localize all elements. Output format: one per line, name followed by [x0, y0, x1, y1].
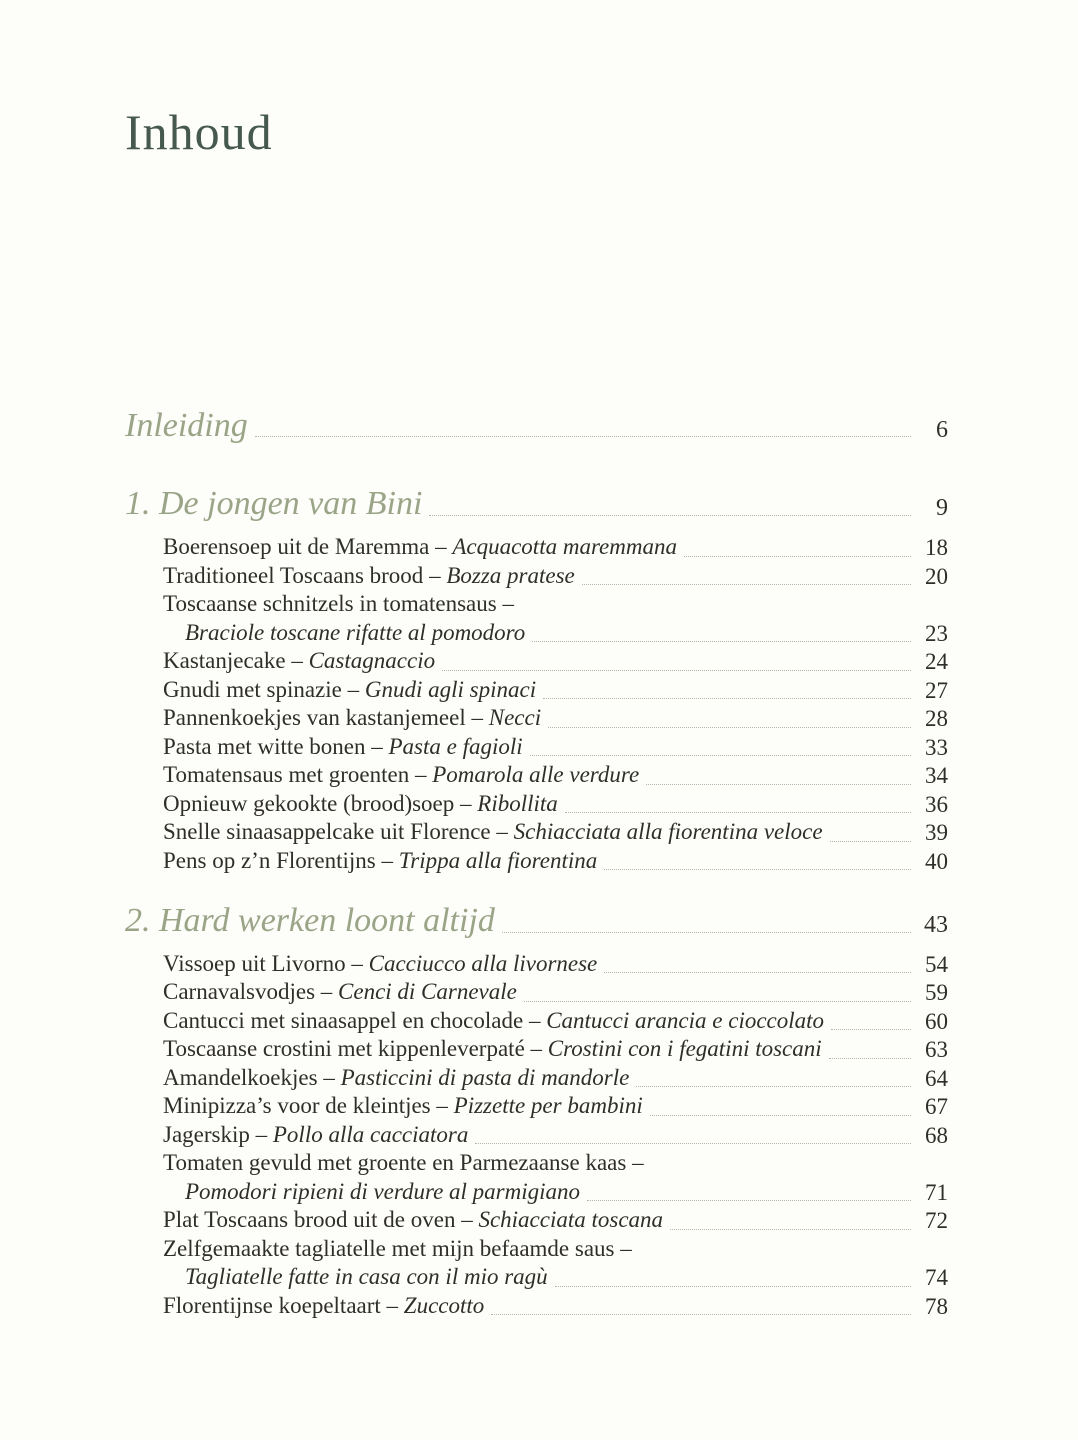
- entry-title-dutch: Pens op z’n Florentijns: [163, 847, 376, 873]
- page-number: 28: [925, 706, 948, 731]
- toc-entry-first-line: Toscaanse schnitzels in tomatensaus –: [163, 591, 514, 617]
- toc-entry-row: [163, 978, 948, 1007]
- toc-entry-row: [163, 790, 948, 819]
- toc-entry-label: [163, 733, 523, 762]
- page-number: 24: [925, 649, 948, 674]
- page-number: 33: [925, 734, 948, 760]
- entry-separator: –: [285, 648, 309, 674]
- page-number: 74: [925, 1265, 948, 1291]
- dot-leader: [532, 641, 911, 642]
- dot-leader: [555, 1286, 911, 1287]
- entry-separator: –: [523, 1007, 547, 1033]
- toc-entry-continuation-row: [185, 1178, 948, 1207]
- page-number: 39: [925, 820, 948, 845]
- entry-title-dutch: Kastanjecake: [163, 648, 286, 674]
- toc-entry-label: [163, 562, 575, 591]
- entry-title-italian: Castagnaccio: [308, 648, 436, 674]
- entry-title-dutch: Cantucci met sinaasappel en chocolade: [163, 1007, 524, 1033]
- entry-title-dutch: Plat Toscaans brood uit de oven: [163, 1207, 456, 1233]
- page-number: 59: [925, 980, 948, 1006]
- toc-entry-first-line: Tomaten gevuld met groente en Parmezaanse kaas –: [163, 1150, 644, 1176]
- dot-leader: [684, 556, 911, 557]
- toc-entry-label: [163, 1035, 822, 1064]
- entry-title-italian: Schiacciata alla fiorentina veloce: [513, 819, 823, 845]
- toc-entry-row: [163, 562, 948, 591]
- entry-title-italian: Pomarola alle verdure: [432, 762, 640, 788]
- entry-separator: –: [409, 762, 433, 788]
- entry-separator: –: [317, 1064, 341, 1090]
- entry-title-italian: Pasticcini di pasta di mandorle: [340, 1064, 630, 1090]
- entry-title-italian: Pomodori ripieni di verdure al parmigiano: [185, 1178, 581, 1204]
- toc-intro: [125, 406, 948, 447]
- entry-separator: –: [465, 705, 489, 731]
- page-number: 23: [925, 620, 948, 646]
- toc-intro-label: Inleiding: [125, 406, 248, 444]
- page-number: 34: [925, 763, 948, 788]
- entry-separator: –: [430, 1093, 454, 1119]
- page-number: 54: [925, 951, 948, 977]
- entry-title-italian: Braciole toscane rifatte al pomodoro: [185, 619, 526, 645]
- entry-title-italian: Bozza pratese: [446, 562, 575, 588]
- entry-separator: –: [249, 1121, 273, 1147]
- entry-title-dutch: Pannenkoekjes van kastanjemeel: [163, 705, 466, 731]
- entry-title-dutch: Tomatensaus met groenten: [163, 762, 410, 788]
- dot-leader: [442, 670, 911, 671]
- entry-title-italian: Zuccotto: [403, 1292, 485, 1318]
- page-number: 78: [925, 1293, 948, 1319]
- toc-entry-continuation-row: [185, 1263, 948, 1292]
- dot-leader: [530, 755, 911, 756]
- entry-separator: –: [454, 790, 478, 816]
- entry-title-italian: Pasta e fagioli: [388, 733, 523, 759]
- page-number: 20: [925, 563, 948, 589]
- entry-title-dutch: Boerensoep uit de Maremma: [163, 534, 430, 560]
- toc-entry-row: [163, 704, 948, 733]
- page-number: 18: [925, 535, 948, 560]
- toc-entry-row: [163, 761, 948, 790]
- entry-title-dutch: Opnieuw gekookte (brood)soep: [163, 790, 455, 816]
- toc-entry-label: [163, 818, 823, 847]
- toc-entry-label: [163, 1064, 629, 1093]
- entry-title-italian: Schiacciata toscana: [478, 1207, 664, 1233]
- entry-title-dutch: Traditioneel Toscaans brood: [163, 562, 424, 588]
- toc-entry-label: [163, 533, 677, 562]
- toc-entry-row: [163, 1121, 948, 1150]
- toc-entry-row: [163, 1035, 948, 1064]
- section-heading: [125, 901, 948, 942]
- toc-entry-label: [163, 1092, 643, 1121]
- entry-title-dutch: Snelle sinaasappelcake uit Florence: [163, 819, 491, 845]
- toc-entry-row: [163, 1092, 948, 1121]
- entry-title-dutch: Toscaanse crostini met kippenleverpaté: [163, 1036, 525, 1062]
- entry-title-dutch: Jagerskip: [163, 1121, 250, 1147]
- toc-entry-label: [163, 790, 558, 819]
- entry-separator: –: [341, 676, 365, 702]
- toc-entry-label: [163, 761, 639, 790]
- entry-title-italian: Ribollita: [477, 790, 558, 816]
- toc-entry-row: [163, 1064, 948, 1093]
- toc-entry-row: [163, 647, 948, 676]
- entry-separator: –: [315, 979, 339, 1005]
- page-number: 68: [925, 1122, 948, 1148]
- toc-entry-row: [163, 950, 948, 979]
- dot-leader: [830, 841, 911, 842]
- entry-title-italian: Acquacotta maremmana: [452, 534, 677, 560]
- dot-leader: [829, 1058, 911, 1059]
- entry-title-dutch: Gnudi met spinazie: [163, 676, 342, 702]
- entry-title-dutch: Minipizza’s voor de kleintjes: [163, 1093, 431, 1119]
- entry-title-italian: Cenci di Carnevale: [338, 979, 517, 1005]
- page-number: 43: [924, 912, 948, 939]
- toc-entry-first-line: Zelfgemaakte tagliatelle met mijn befaamde saus –: [163, 1235, 632, 1261]
- entry-separator: –: [455, 1207, 479, 1233]
- dot-leader: [646, 784, 911, 785]
- page-number: 60: [925, 1008, 948, 1034]
- dot-leader: [650, 1115, 911, 1116]
- entry-separator: –: [375, 847, 399, 873]
- dot-leader: [636, 1086, 911, 1087]
- entry-title-italian: Trippa alla fiorentina: [398, 847, 598, 873]
- toc-entry-row: [163, 1007, 948, 1036]
- page-title: Inhoud: [125, 104, 273, 160]
- dot-leader: [255, 436, 911, 437]
- entry-separator: –: [345, 950, 369, 976]
- entry-title-italian: Crostini con i fegatini toscani: [547, 1036, 822, 1062]
- toc-entry-row: [163, 1206, 948, 1235]
- toc-entry-row: [163, 733, 948, 762]
- toc-entry-row: [163, 847, 948, 876]
- section-heading-label: 2. Hard werken loont altijd: [125, 902, 495, 940]
- toc-entry-row: [163, 676, 948, 705]
- page-number: 9: [936, 495, 948, 522]
- entry-title-italian: Cacciucco alla livornese: [368, 950, 598, 976]
- toc-entry-row: [163, 1292, 948, 1321]
- page-number: 27: [925, 677, 948, 703]
- page-number: 6: [936, 416, 948, 443]
- page-number: 36: [925, 791, 948, 817]
- toc-entry-label: [163, 847, 597, 876]
- dot-leader: [502, 932, 911, 933]
- section-entries: [163, 950, 948, 1321]
- toc-entry-continuation-row: [185, 619, 948, 648]
- toc-entry-label: [163, 978, 517, 1007]
- toc-entry-label: [163, 676, 536, 705]
- entry-title-italian: Gnudi agli spinaci: [364, 676, 537, 702]
- toc-entry-label: [163, 1121, 468, 1150]
- toc-entry-label: [163, 1292, 484, 1321]
- dot-leader: [524, 1001, 911, 1002]
- dot-leader: [565, 812, 911, 813]
- page-number: 64: [925, 1065, 948, 1091]
- toc-entry-row: [163, 533, 948, 562]
- toc: [125, 406, 948, 1321]
- dot-leader: [604, 869, 911, 870]
- entry-title-dutch: Pasta met witte bonen: [163, 733, 366, 759]
- toc-entry-label: [163, 1206, 663, 1235]
- section-entries: [163, 533, 948, 875]
- entry-title-italian: Necci: [488, 705, 542, 731]
- dot-leader: [587, 1200, 911, 1201]
- section-heading-label: 1. De jongen van Bini: [125, 485, 423, 523]
- page-number: 72: [925, 1208, 948, 1234]
- dot-leader: [582, 584, 911, 585]
- entry-separator: –: [524, 1036, 548, 1062]
- entry-title-dutch: Carnavalsvodjes: [163, 979, 316, 1005]
- toc-entry-row: [163, 818, 948, 847]
- toc-entry-label: [163, 1007, 824, 1036]
- toc-entry-label: [163, 950, 597, 979]
- page-number: 63: [925, 1037, 948, 1063]
- entry-title-dutch: Vissoep uit Livorno: [163, 950, 346, 976]
- page-number: 40: [925, 848, 948, 874]
- entry-title-italian: Cantucci arancia e cioccolato: [546, 1007, 825, 1033]
- page-number: 71: [925, 1179, 948, 1205]
- toc-entry-label: [163, 647, 435, 676]
- entry-title-italian: Tagliatelle fatte in casa con il mio ragù: [185, 1264, 548, 1290]
- dot-leader: [831, 1029, 911, 1030]
- entry-separator: –: [423, 562, 447, 588]
- entry-separator: –: [380, 1292, 404, 1318]
- dot-leader: [670, 1229, 911, 1230]
- dot-leader: [491, 1314, 911, 1315]
- entry-title-italian: Pizzette per bambini: [453, 1093, 643, 1119]
- dot-leader: [429, 515, 911, 516]
- dot-leader: [548, 727, 911, 728]
- entry-title-dutch: Florentijnse koepeltaart: [163, 1292, 381, 1318]
- dot-leader: [604, 972, 911, 973]
- dot-leader: [543, 698, 911, 699]
- page-number: 67: [925, 1094, 948, 1120]
- entry-title-italian: Pollo alla cacciatora: [272, 1121, 469, 1147]
- entry-separator: –: [429, 534, 453, 560]
- entry-separator: –: [490, 819, 514, 845]
- dot-leader: [475, 1143, 911, 1144]
- toc-entry-label: [163, 704, 541, 733]
- entry-separator: –: [365, 733, 389, 759]
- entry-title-dutch: Amandelkoekjes: [163, 1064, 318, 1090]
- section-heading: [125, 484, 948, 525]
